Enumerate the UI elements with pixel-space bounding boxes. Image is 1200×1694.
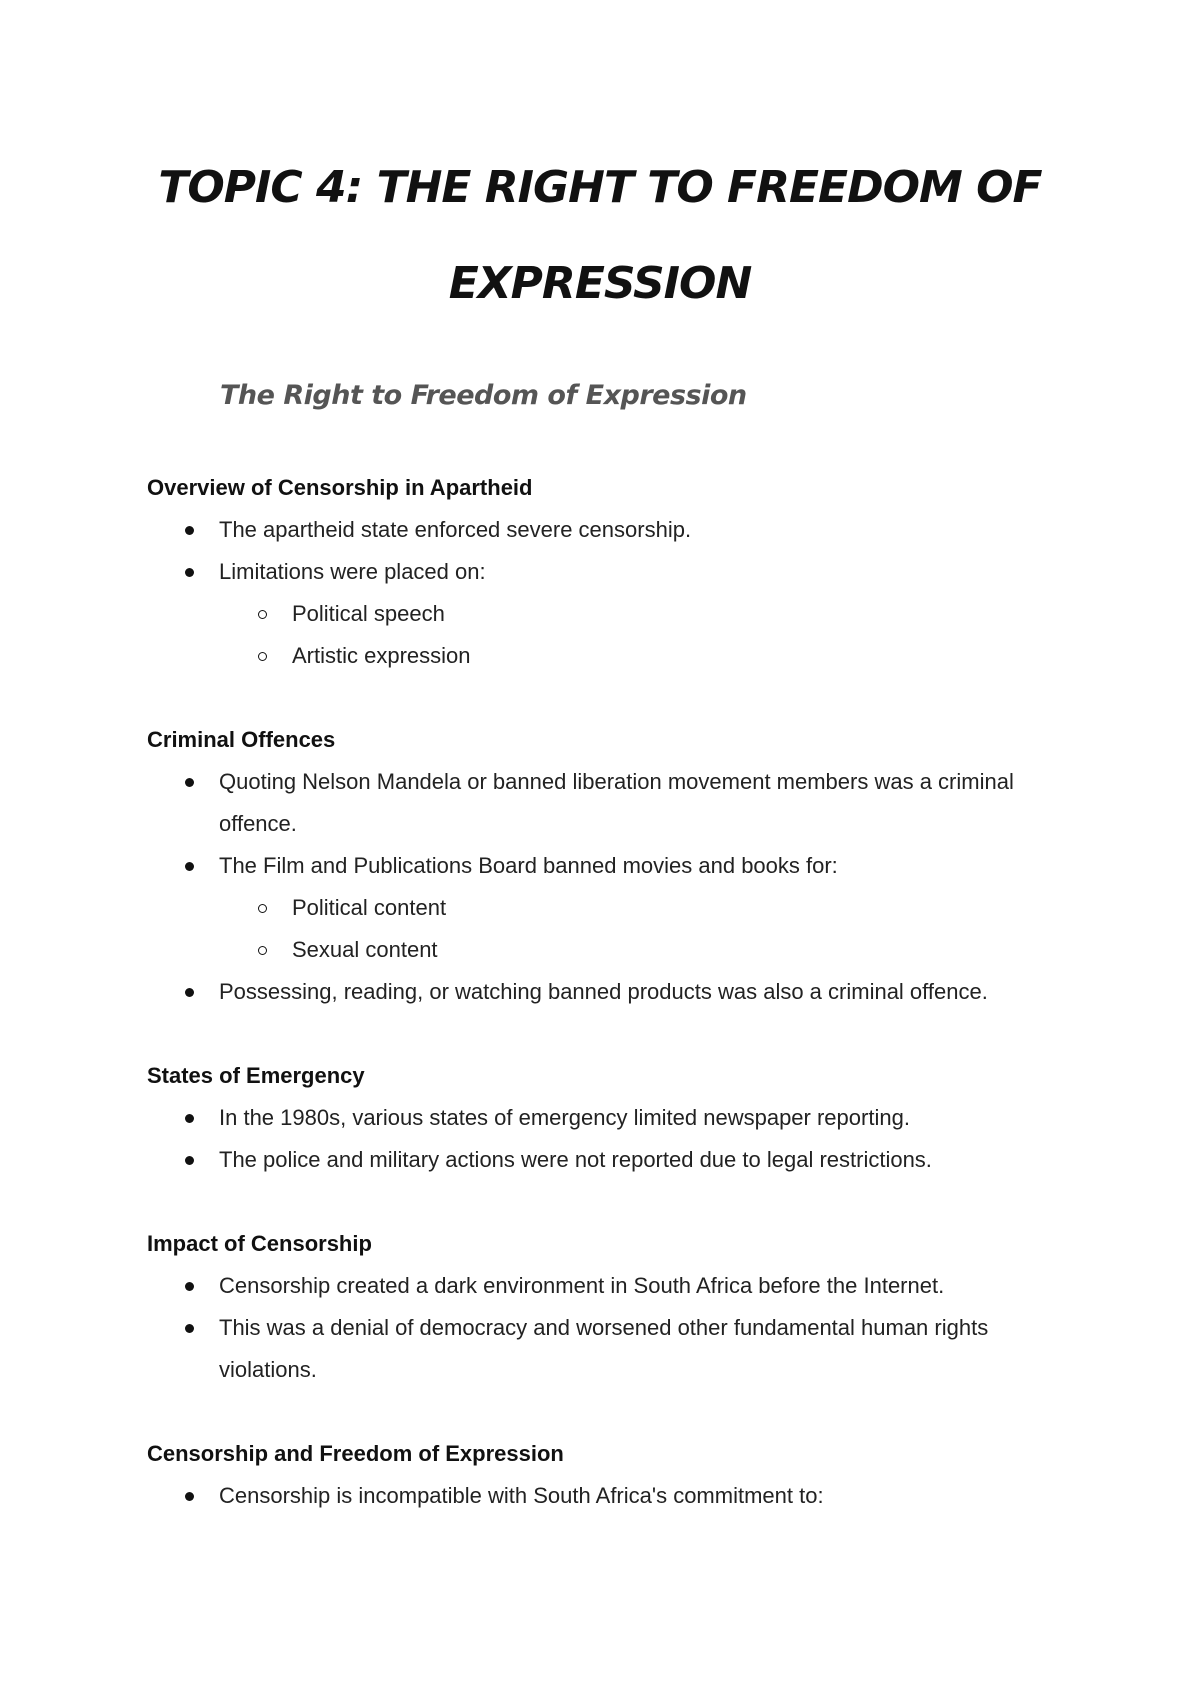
list-item-text: The apartheid state enforced severe censorship. bbox=[219, 517, 692, 542]
filled-bullet-icon bbox=[185, 526, 194, 535]
sub-list-item-text: Political content bbox=[292, 895, 447, 920]
section-overview-of-censorship bbox=[147, 467, 1047, 677]
section-heading: Impact of Censorship bbox=[147, 1231, 372, 1256]
sub-list-item bbox=[219, 929, 1047, 971]
list-item-text: The police and military actions were not reported due to legal restrictions. bbox=[219, 1147, 932, 1172]
sub-bullet-list bbox=[219, 887, 1047, 971]
list-item-text: Censorship created a dark environment in South Africa before the Internet. bbox=[219, 1273, 945, 1298]
filled-bullet-icon bbox=[185, 1156, 194, 1165]
section-heading: Censorship and Freedom of Expression bbox=[147, 1441, 564, 1466]
section-criminal-offences bbox=[147, 719, 1047, 1013]
sub-list-item-text: Artistic expression bbox=[292, 643, 471, 668]
list-item-text: The Film and Publications Board banned movies and books for: bbox=[219, 853, 838, 878]
sub-list-item bbox=[219, 635, 1047, 677]
section-impact-of-censorship bbox=[147, 1223, 1047, 1391]
document-body bbox=[147, 467, 1047, 1559]
bullet-list bbox=[147, 761, 1047, 1013]
section-censorship-and-freedom bbox=[147, 1433, 1047, 1517]
list-item bbox=[147, 1265, 1047, 1307]
filled-bullet-icon bbox=[185, 1282, 194, 1291]
sub-list-item-text: Sexual content bbox=[292, 937, 438, 962]
sub-list-item bbox=[219, 887, 1047, 929]
hollow-bullet-icon bbox=[258, 946, 267, 955]
hollow-bullet-icon bbox=[258, 652, 267, 661]
section-heading: Criminal Offences bbox=[147, 727, 336, 752]
page-title-line-2: EXPRESSION bbox=[448, 258, 752, 309]
list-item-text: This was a denial of democracy and worsened other fundamental human rights violations. bbox=[219, 1315, 989, 1382]
section-heading: Overview of Censorship in Apartheid bbox=[147, 475, 533, 500]
list-item bbox=[147, 971, 1047, 1013]
filled-bullet-icon bbox=[185, 988, 194, 997]
hollow-bullet-icon bbox=[258, 610, 267, 619]
list-item bbox=[147, 1097, 1047, 1139]
list-item bbox=[147, 761, 1047, 845]
page-title bbox=[0, 140, 1200, 332]
section-states-of-emergency bbox=[147, 1055, 1047, 1181]
filled-bullet-icon bbox=[185, 1114, 194, 1123]
list-item-text: Possessing, reading, or watching banned products was also a criminal offence. bbox=[219, 979, 988, 1004]
bullet-list bbox=[147, 1475, 1047, 1517]
bullet-list bbox=[147, 1265, 1047, 1391]
sub-list-item-text: Political speech bbox=[292, 601, 445, 626]
list-item bbox=[147, 1307, 1047, 1391]
section-heading: States of Emergency bbox=[147, 1063, 365, 1088]
filled-bullet-icon bbox=[185, 862, 194, 871]
section-subtitle: The Right to Freedom of Expression bbox=[220, 380, 747, 411]
bullet-list bbox=[147, 509, 1047, 677]
list-item bbox=[147, 551, 1047, 677]
list-item-text: Quoting Nelson Mandela or banned liberation movement members was a criminal offence. bbox=[219, 769, 1014, 836]
list-item bbox=[147, 845, 1047, 971]
filled-bullet-icon bbox=[185, 1492, 194, 1501]
list-item-text: In the 1980s, various states of emergency limited newspaper reporting. bbox=[219, 1105, 910, 1130]
hollow-bullet-icon bbox=[258, 904, 267, 913]
bullet-list bbox=[147, 1097, 1047, 1181]
list-item bbox=[147, 509, 1047, 551]
sub-list-item bbox=[219, 593, 1047, 635]
list-item bbox=[147, 1139, 1047, 1181]
list-item-text: Censorship is incompatible with South Africa's commitment to: bbox=[219, 1483, 824, 1508]
page-title-line-1: TOPIC 4: THE RIGHT TO FREEDOM OF bbox=[158, 162, 1042, 213]
sub-bullet-list bbox=[219, 593, 1047, 677]
list-item-text: Limitations were placed on: bbox=[219, 559, 486, 584]
list-item bbox=[147, 1475, 1047, 1517]
filled-bullet-icon bbox=[185, 568, 194, 577]
filled-bullet-icon bbox=[185, 1324, 194, 1333]
filled-bullet-icon bbox=[185, 778, 194, 787]
